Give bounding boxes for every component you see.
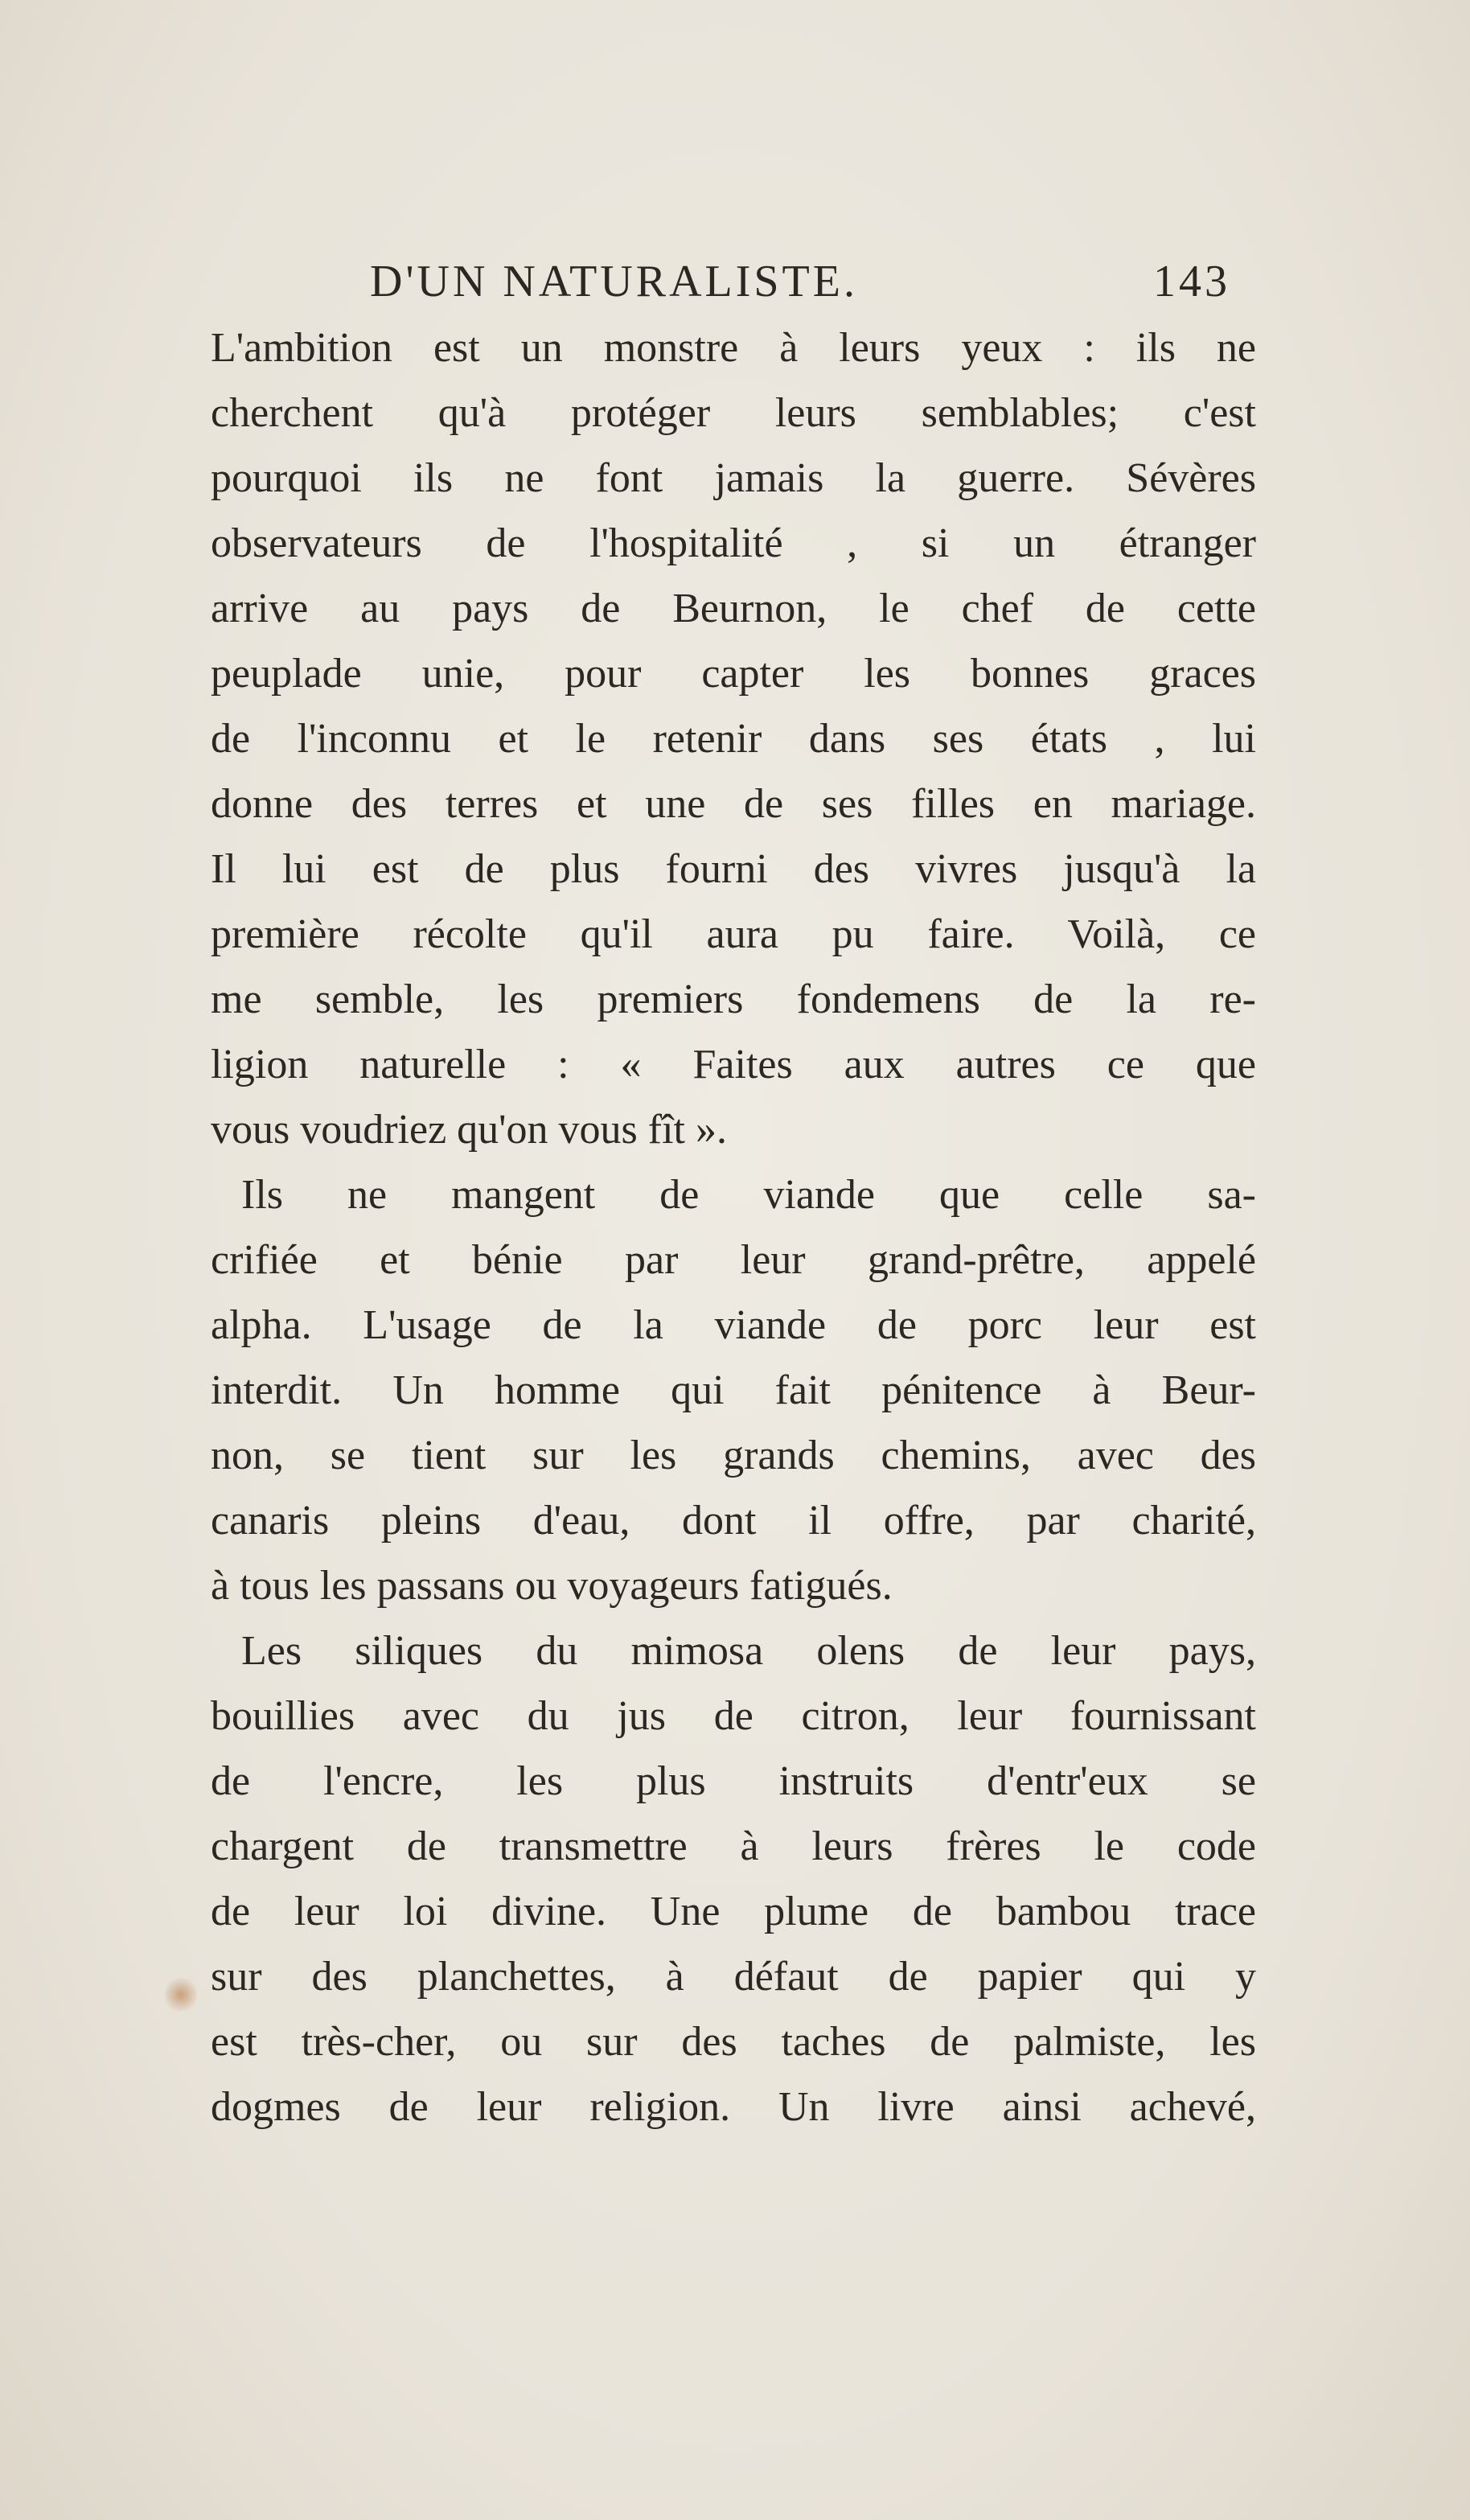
- text-line: me semble, les premiers fondemens de la re-: [211, 976, 1256, 1022]
- text-line: arrive au pays de Beurnon, le chef de cette: [211, 586, 1256, 631]
- text-line: interdit. Un homme qui fait pénitence à Beur-: [211, 1367, 1256, 1413]
- text-line: L'ambition est un monstre à leurs yeux : ils ne: [211, 325, 1256, 371]
- text-line: donne des terres et une de ses filles en mariage.: [211, 781, 1256, 827]
- text-line: ligion naturelle : « Faites aux autres ce que: [211, 1042, 1256, 1087]
- text-line: cherchent qu'à protéger leurs semblables; c'est: [211, 390, 1256, 436]
- text-line: sur des planchettes, à défaut de papier qui y: [211, 1954, 1256, 2000]
- running-title: D'UN NATURALISTE.: [370, 257, 858, 306]
- paper-stain: [165, 1975, 197, 2015]
- text-line: est très-cher, ou sur des taches de palmiste, les: [211, 2019, 1256, 2065]
- page-header: [370, 256, 1230, 307]
- body-text: [211, 315, 1256, 2140]
- text-line: dogmes de leur religion. Un livre ainsi achevé,: [211, 2084, 1256, 2130]
- text-line: Ils ne mangent de viande que celle sa-: [241, 1172, 1256, 1218]
- text-line: observateurs de l'hospitalité , si un étranger: [211, 520, 1256, 566]
- text-line: de leur loi divine. Une plume de bambou trace: [211, 1889, 1256, 1934]
- text-line: non, se tient sur les grands chemins, avec des: [211, 1433, 1256, 1478]
- text-line: canaris pleins d'eau, dont il offre, par charité,: [211, 1498, 1256, 1544]
- text-line: première récolte qu'il aura pu faire. Voilà, ce: [211, 911, 1256, 957]
- text-line: vous voudriez qu'on vous fît ».: [211, 1107, 727, 1153]
- text-line: crifiée et bénie par leur grand-prêtre, appelé: [211, 1237, 1256, 1283]
- text-line: bouillies avec du jus de citron, leur fournissant: [211, 1693, 1256, 1739]
- page-number: 143: [1153, 257, 1230, 306]
- text-line: de l'encre, les plus instruits d'entr'eux se: [211, 1758, 1256, 1804]
- text-line: chargent de transmettre à leurs frères le code: [211, 1823, 1256, 1869]
- text-line: à tous les passans ou voyageurs fatigués.: [211, 1563, 893, 1609]
- text-line: Les siliques du mimosa olens de leur pays,: [241, 1628, 1256, 1674]
- text-line: peuplade unie, pour capter les bonnes graces: [211, 651, 1256, 697]
- text-line: alpha. L'usage de la viande de porc leur est: [211, 1302, 1256, 1348]
- text-line: pourquoi ils ne font jamais la guerre. Sévères: [211, 455, 1256, 501]
- text-line: Il lui est de plus fourni des vivres jusqu'à la: [211, 846, 1256, 892]
- text-line: de l'inconnu et le retenir dans ses états , lui: [211, 716, 1256, 762]
